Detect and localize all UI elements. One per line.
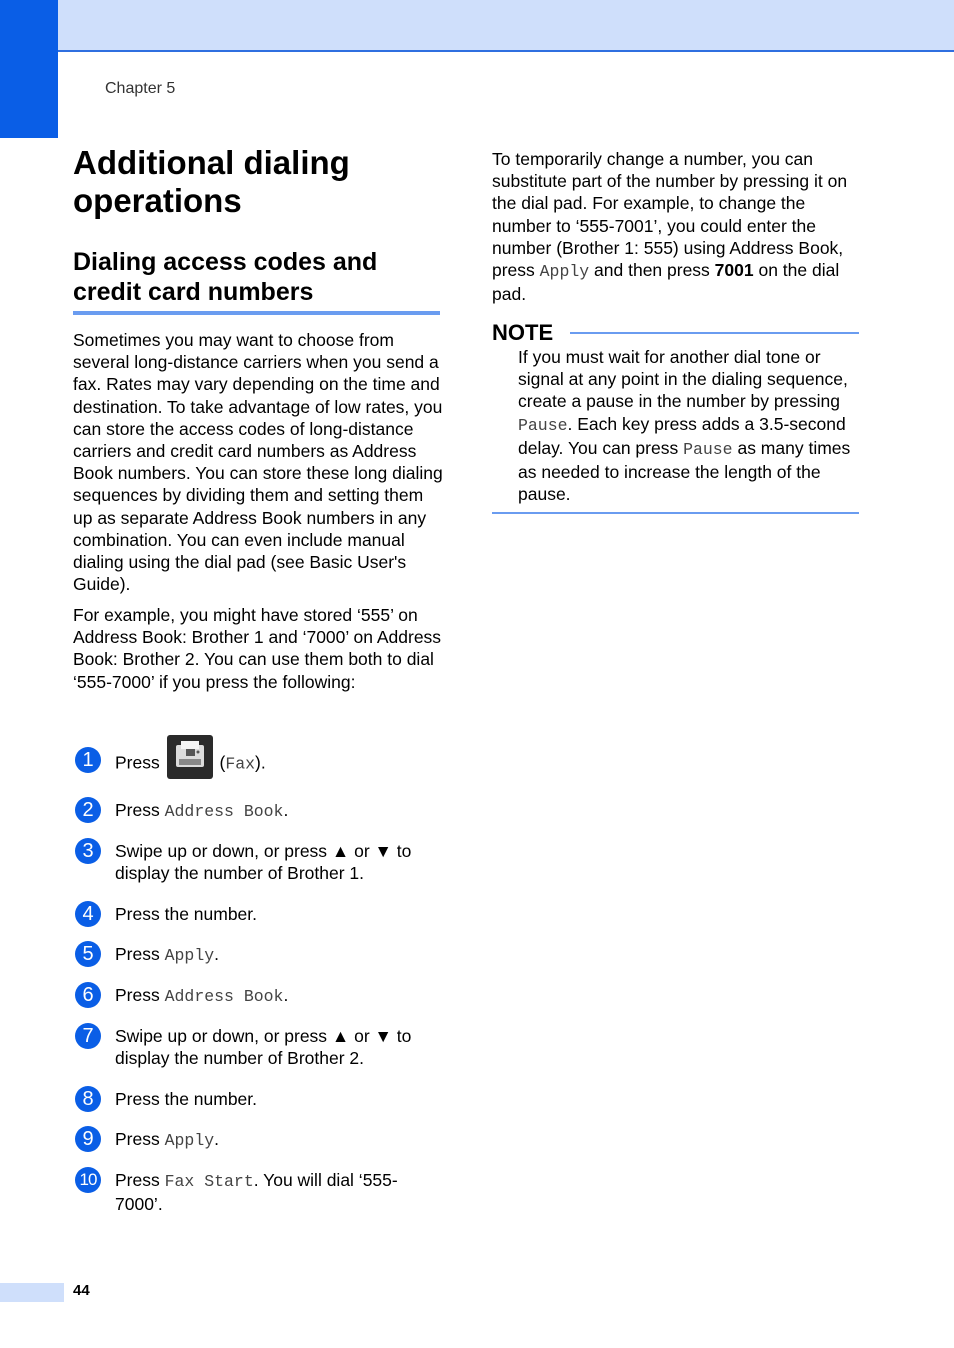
section-rule (73, 311, 440, 315)
chapter-label: Chapter 5 (105, 80, 176, 97)
step-text: Press Fax Start. You will dial ‘555-7000’. (115, 1170, 398, 1215)
fax-icon (167, 735, 213, 779)
step-text: Swipe up or down, or press ▲ or ▼ to display the number of Brother 1. (115, 841, 412, 884)
intro-paragraph: Sometimes you may want to choose from several long-distance carriers when you send a fax. Rates may vary depending on the time and destination. To take advantage of low rates, you can store the access codes of long-distance carriers and credit card numbers as Address Book numbers. You can store these long dialing sequences by dividing them and setting them up as separate Address Book numbers in any combination. You can even include manual dialing using the dial pad (see Basic User's Guide). (73, 330, 443, 595)
step-text: Press Apply. (115, 1129, 219, 1150)
step-number: 3 (75, 838, 101, 864)
step-number: 1 (75, 747, 101, 773)
step-number: 6 (75, 982, 101, 1008)
step-number: 10 (75, 1167, 101, 1193)
step-text: Swipe up or down, or press ▲ or ▼ to display the number of Brother 2. (115, 1026, 412, 1069)
step-text: Press the number. (115, 904, 258, 924)
step-number: 2 (75, 797, 101, 823)
note-bottom-rule (492, 512, 859, 514)
section-title: Dialing access codes and credit card numbers (73, 248, 378, 306)
right-paragraph: To temporarily change a number, you can substitute part of the number by pressing it on the dial pad. For example, to change the number to ‘555-7001’, you could enter the number (Brother 1: 555) using Address Book, press Apply and then press 7001 on the dial pad. (492, 149, 848, 305)
chapter-tab (0, 0, 58, 138)
step-number: 9 (75, 1126, 101, 1152)
step-text: Press Apply. (115, 944, 219, 965)
page-number: 44 (73, 1282, 90, 1299)
note-title: NOTE (492, 320, 554, 345)
step-text: Press the number. (115, 1089, 258, 1109)
header-band (0, 0, 954, 52)
step-number: 8 (75, 1086, 101, 1112)
page-tab (0, 1283, 64, 1302)
step-text: Press Address Book. (115, 800, 289, 821)
step-number: 7 (75, 1023, 101, 1049)
page-title: Additional dialing operations (73, 144, 350, 219)
step-text: Press Address Book. (115, 985, 289, 1006)
example-paragraph: For example, you might have stored ‘555’ on Address Book: Brother 1 and ‘7000’ on Address Book: Brother 2. You can use them both to dial ‘555-7000’ if you press the following: (73, 605, 442, 692)
step-number: 4 (75, 901, 101, 927)
step-number: 5 (75, 941, 101, 967)
step-text: Press (Fax). (115, 749, 435, 779)
note-body: If you must wait for another dial tone or signal at any point in the dialing sequence, create a pause in the number by pressing Pause. Each key press adds a 3.5-second delay. You can press Pause as many times as needed to increase the length of the pause. (518, 347, 851, 505)
note-rule (570, 332, 859, 334)
